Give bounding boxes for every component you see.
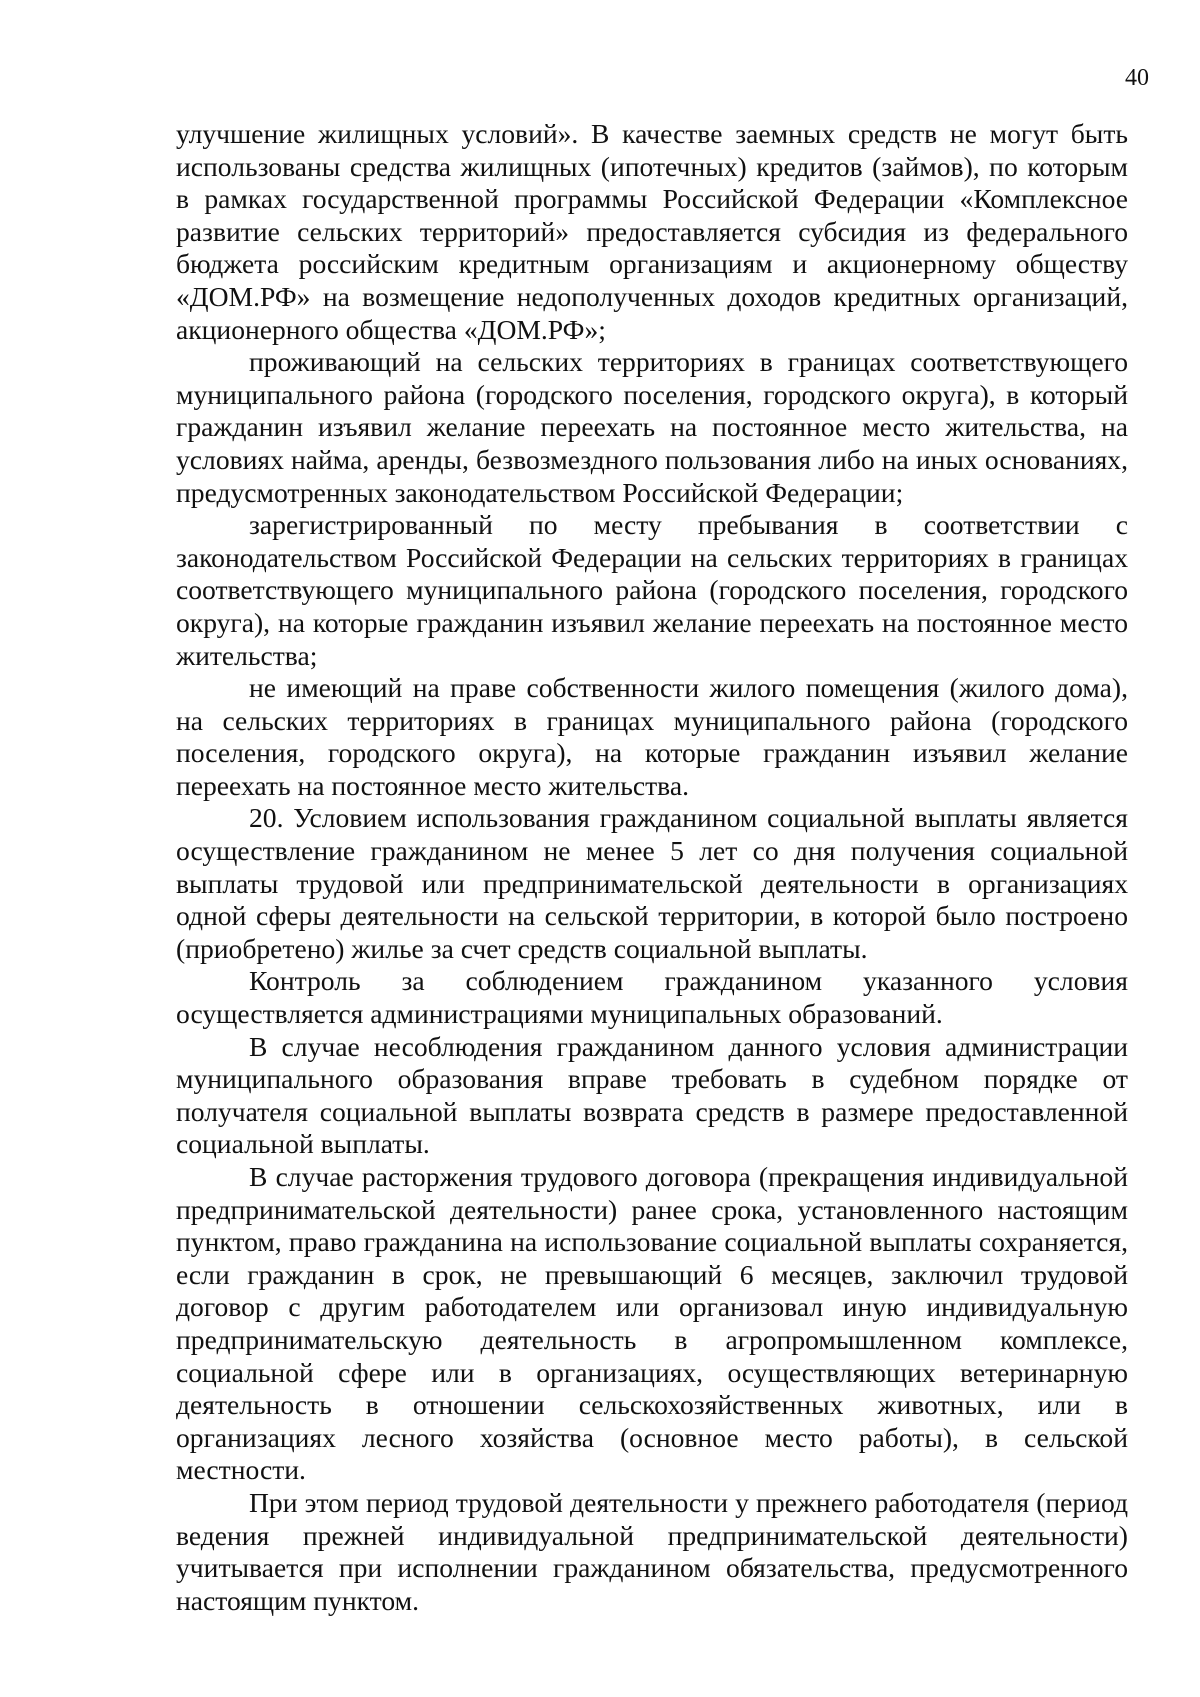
paragraph-residence-condition: проживающий на сельских территориях в границах соответствующего муниципального района (городского поселения, городского округа), в который гражданин изъявил желание переехать на постоянное место жительства, на условиях найма, аренды, безвозмездного пользования либо на иных основаниях, предусмотренных законодательством Российской Федерации; [176,346,1128,508]
document-body [176,118,1128,1617]
paragraph-continuation: улучшение жилищных условий». В качестве заемных средств не могут быть использованы средства жилищных (ипотечных) кредитов (займов), по которым в рамках государственной программы Российской Федерации «Комплексное развитие сельских территорий» предоставляется субсидия из федерального бюджета российским кредитным организациям и акционерному обществу «ДОМ.РФ» на возмещение недополученных доходов кредитных организаций, акционерного общества «ДОМ.РФ»; [176,118,1128,345]
paragraph-ownership-condition: не имеющий на праве собственности жилого помещения (жилого дома), на сельских территориях в границах муниципального района (городского поселения, городского округа), на которые гражданин изъявил желание переехать на постоянное место жительства. [176,672,1128,801]
paragraph-contract-termination: В случае расторжения трудового договора (прекращения индивидуальной предпринимательской деятельности) ранее срока, установленного настоящим пунктом, право гражданина на использование социальной выплаты сохраняется, если гражданин в срок, не превышающий 6 месяцев, заключил трудовой договор с другим работодателем или организовал иную индивидуальную предпринимательскую деятельность в агропромышленном комплексе, социальной сфере или в организациях, осуществляющих ветеринарную деятельность в отношении сельскохозяйственных животных, или в организациях лесного хозяйства (основное место работы), в сельской местности. [176,1161,1128,1486]
paragraph-registration-condition: зарегистрированный по месту пребывания в соответствии с законодательством Российской Федерации на сельских территориях в границах соответствующего муниципального района (городского поселения, городского округа), на которые гражданин изъявил желание переехать на постоянное место жительства; [176,509,1128,671]
paragraph-non-compliance: В случае несоблюдения гражданином данного условия администрации муниципального образования вправе требовать в судебном порядке от получателя социальной выплаты возврата средств в размере предоставленной социальной выплаты. [176,1030,1128,1160]
page-number: 40 [1125,65,1149,91]
paragraph-clause-20: 20. Условием использования гражданином социальной выплаты является осуществление гражданином не менее 5 лет со дня получения социальной выплаты трудовой или предпринимательской деятельности в организациях одной сферы деятельности на сельской территории, в которой было построено (приобретено) жилье за счет средств социальной выплаты. [176,802,1128,964]
paragraph-control: Контроль за соблюдением гражданином указанного условия осуществляется администрациями муниципальных образований. [176,965,1128,1030]
paragraph-previous-employment: При этом период трудовой деятельности у прежнего работодателя (период ведения прежней индивидуальной предпринимательской деятельности) учитывается при исполнении гражданином обязательства, предусмотренного настоящим пунктом. [176,1486,1128,1616]
